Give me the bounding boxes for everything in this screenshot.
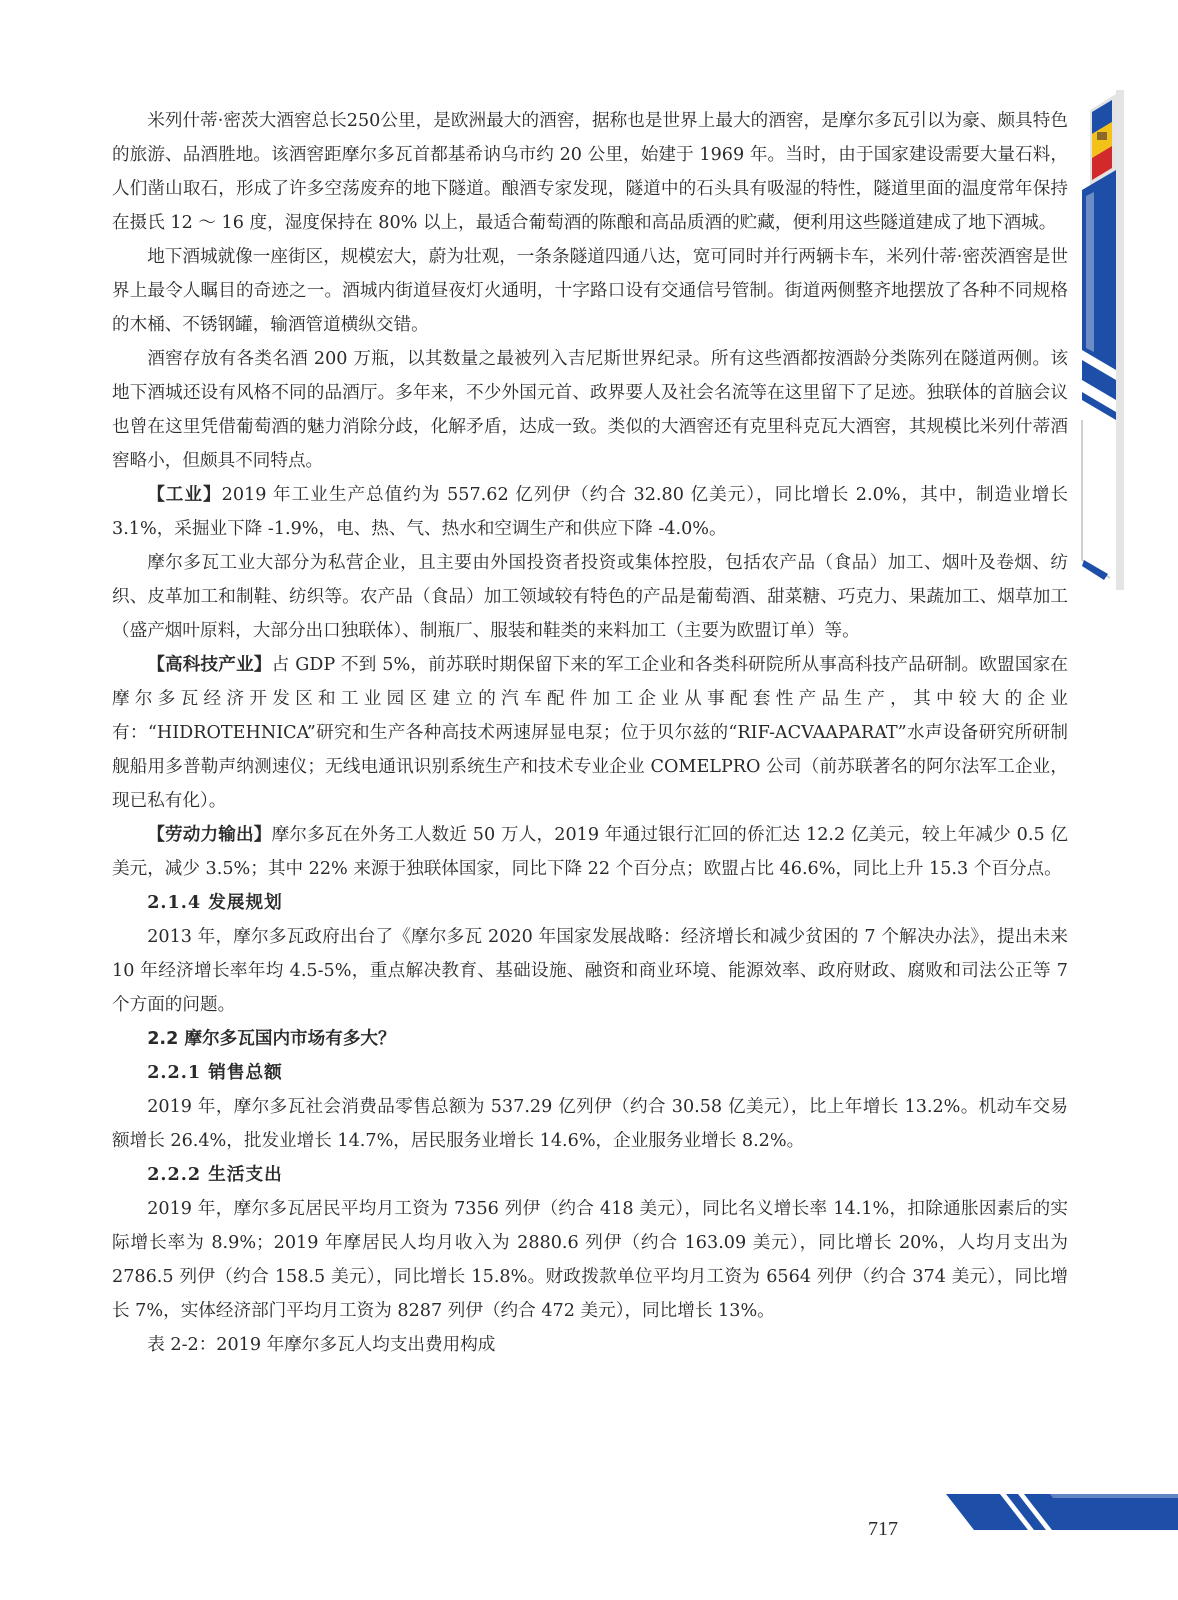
table-caption: 表 2-2：2019 年摩尔多瓦人均支出费用构成 (147, 1335, 496, 1355)
paragraph: 2019 年，摩尔多瓦社会消费品零售总额为 537.29 亿列伊（约合 30.58 亿美元），比上年增长 13.2%。机动车交易额增长 26.4%，批发业增长 14.7%，居民服务业增长 14.6%，企业服务业增长 8.2%。 (112, 1097, 1068, 1151)
paragraph: 摩尔多瓦工业大部分为私营企业，且主要由外国投资者投资或集体控股，包括农产品（食品）加工、烟叶及卷烟、纺织、皮革加工和制鞋、纺织等。农产品（食品）加工领域较有特色的产品是葡萄酒、甜菜糖、巧克力、果蔬加工、烟草加工（盛产烟叶原料，大部分出口独联体）、制瓶厂、服装和鞋类的来料加工（主要为欧盟订单）等。 (112, 553, 1068, 641)
paragraph-text: 2019 年工业生产总值约为 557.62 亿列伊（约合 32.80 亿美元），同比增长 2.0%，其中，制造业增长 3.1%，采掘业下降 -1.9%，电、热、气、热水和空调生产和供应下降 -4.0%。 (112, 485, 1068, 539)
subsection-heading: 2.2.2 生活支出 (147, 1164, 283, 1185)
section-heading: 2.2 摩尔多瓦国内市场有多大？ (147, 1029, 396, 1049)
paragraph (112, 818, 1068, 886)
subsection-heading: 2.2.1 销售总额 (147, 1062, 283, 1083)
paragraph-label: 【劳动力输出】 (147, 824, 272, 845)
corner-stripes (946, 1494, 1178, 1530)
paragraph: 米列什蒂·密茨大酒窖总长250公里，是欧洲最大的酒窖，据称也是世界上最大的酒窖，是摩尔多瓦引以为豪、颇具特色的旅游、品酒胜地。该酒窖距摩尔多瓦首都基希讷乌市约 20 公里，始建于 1969 年。当时，由于国家建设需要大量石料，人们凿山取石，形成了许多空荡废弃的地下隧道。酿酒专家发现，隧道中的石头具有吸湿的特性，隧道里面的温度常年保持在摄氏 12 ～ 16 度，湿度保持在 80% 以上，最适合葡萄酒的陈酿和高品质酒的贮藏，便利用这些隧道建成了地下酒城。 (112, 111, 1068, 233)
paragraph: 酒窖存放有各类名酒 200 万瓶，以其数量之最被列入吉尼斯世界纪录。所有这些酒都按酒龄分类陈列在隧道两侧。该地下酒城还设有风格不同的品酒厅。多年来，不少外国元首、政界要人及社会名流等在这里留下了足迹。独联体的首脑会议也曾在这里凭借葡萄酒的魅力消除分歧，化解矛盾，达成一致。类似的大酒窖还有克里科克瓦大酒窖，其规模比米列什蒂酒窖略小，但颇具不同特点。 (112, 349, 1068, 471)
paragraph: 地下酒城就像一座街区，规模宏大，蔚为壮观，一条条隧道四通八达，宽可同时并行两辆卡车，米列什蒂·密茨酒窖是世界上最令人瞩目的奇迹之一。酒城内街道昼夜灯火通明，十字路口设有交通信号管制。街道两侧整齐地摆放了各种不同规格的木桶、不锈钢罐，输酒管道横纵交错。 (112, 247, 1068, 335)
moldova-flag-icon (1090, 94, 1116, 186)
paragraph (112, 648, 1068, 818)
paragraph-text: 摩尔多瓦在外务工人数近 50 万人，2019 年通过银行汇回的侨汇达 12.2 亿美元，较上年减少 0.5 亿美元，减少 3.5%；其中 22% 来源于独联体国家，同比下降 22 个百分点；欧盟占比 46.6%，同比上升 15.3 个百分点。 (112, 825, 1068, 879)
page-body (112, 104, 1068, 1362)
paragraph-label: 【高科技产业】 (147, 654, 272, 675)
page-number: 717 (868, 1518, 898, 1540)
paragraph-label: 【工业】 (147, 484, 222, 505)
paragraph: 2013 年，摩尔多瓦政府出台了《摩尔多瓦 2020 年国家发展战略：经济增长和减少贫困的 7 个解决办法》，提出未来 10 年经济增长率年均 4.5-5%，重点解决教育、基础设施、融资和商业环境、能源效率、政府财政、腐败和司法公正等 7 个方面的问题。 (112, 927, 1068, 1015)
paragraph-text: 占 GDP 不到 5%，前苏联时期保留下来的军工企业和各类科研院所从事高科技产品研制。欧盟国家在摩尔多瓦经济开发区和工业园区建立的汽车配件加工企业从事配套性产品生产，其中较大的企业有：“HIDROTEHNICA”研究和生产各种高技术两速屏显电泵；位于贝尔兹的“RIF-ACVAAPARAT”水声设备研究所研制舰船用多普勒声纳测速仪；无线电通讯识别系统生产和技术专业企业 COMELPRO 公司（前苏联著名的阿尔法军工企业，现已私有化）。 (112, 655, 1068, 811)
paragraph: 2019 年，摩尔多瓦居民平均月工资为 7356 列伊（约合 418 美元），同比名义增长率 14.1%，扣除通胀因素后的实际增长率为 8.9%；2019 年摩居民人均月收入为 2880.6 列伊（约合 163.09 美元），同比增长 20%，人均月支出为 2786.5 列伊（约合 158.5 美元），同比增长 15.8%。财政拨款单位平均月工资为 6564 列伊（约合 374 美元），同比增长 7%，实体经济部门平均月工资为 8287 列伊（约合 472 美元），同比增长 13%。 (112, 1199, 1068, 1321)
subsection-heading: 2.1.4 发展规划 (147, 892, 283, 913)
paragraph (112, 478, 1068, 546)
